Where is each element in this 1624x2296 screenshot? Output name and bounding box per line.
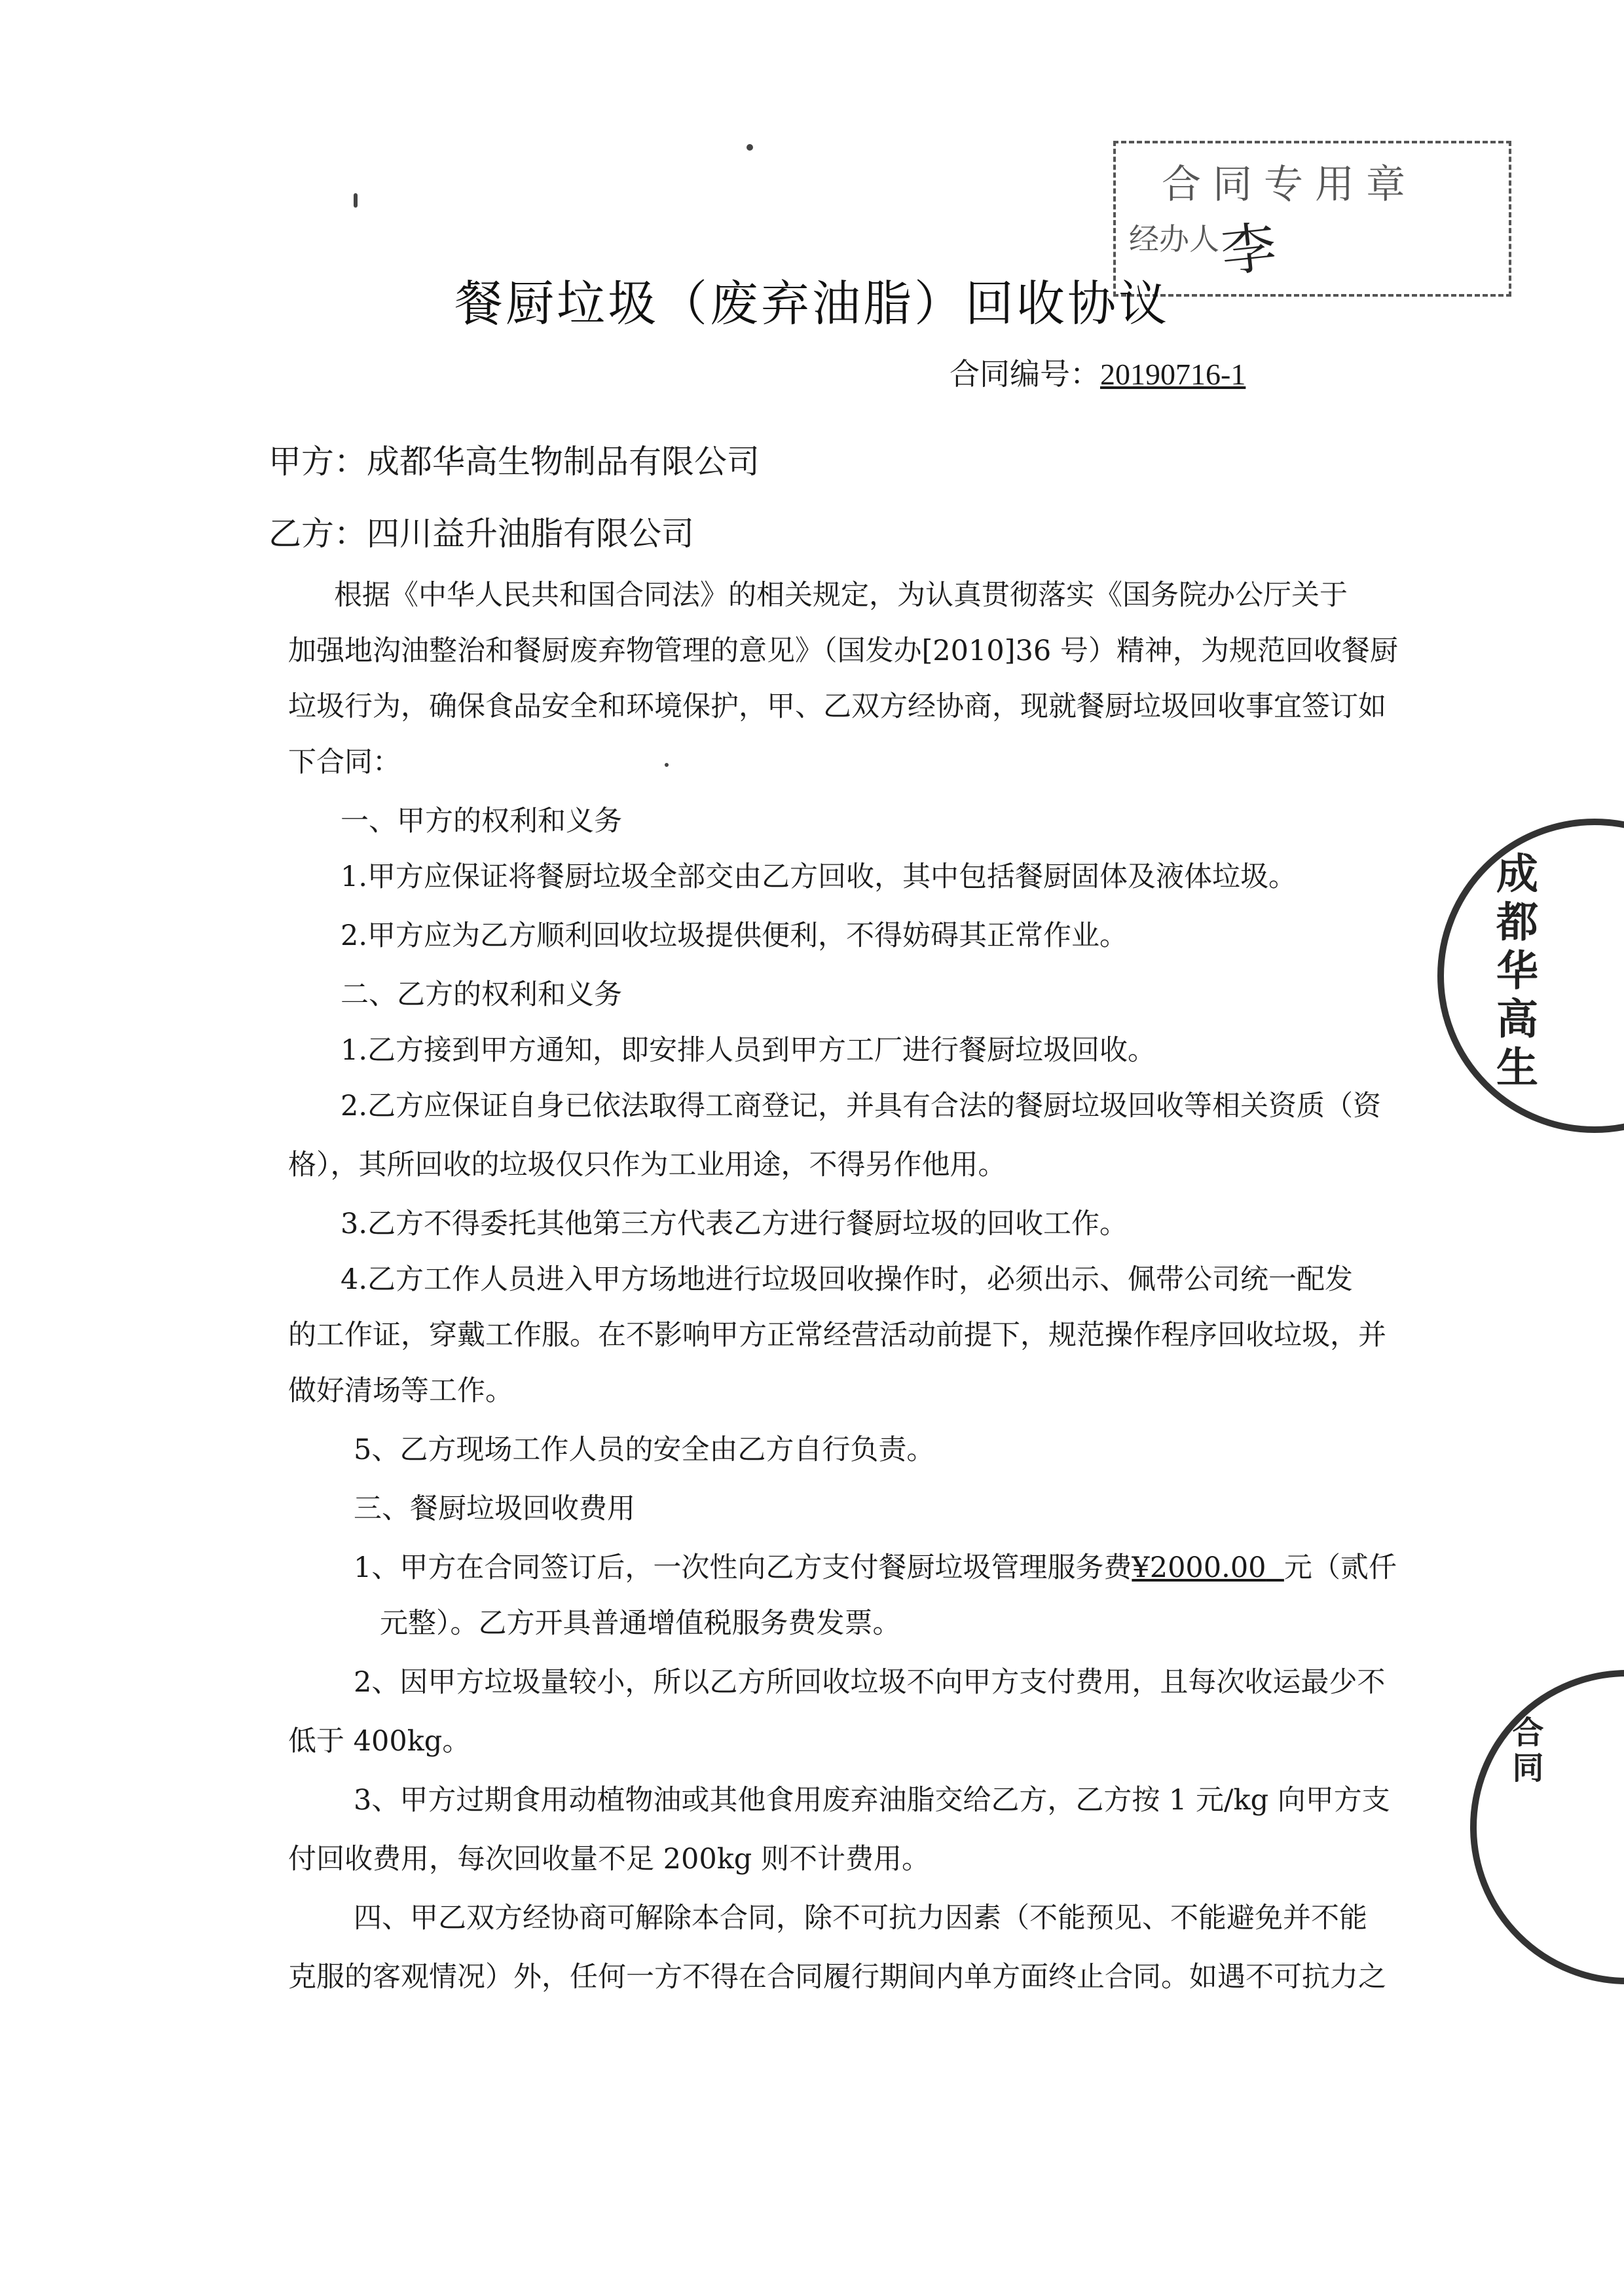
contract-number (950, 350, 1246, 394)
scan-speck (354, 193, 358, 208)
scan-speck (747, 144, 753, 151)
clause-line: 4.乙方工作人员进入甲方场地进行垃圾回收操作时，必须出示、佩带公司统一配发 (341, 1263, 1354, 1296)
party-a: 甲方：成都华高生物制品有限公司 (268, 443, 760, 481)
intro-line: 垃圾行为，确保食品安全和环境保护，甲、乙双方经协商，现就餐厨垃圾回收事宜签订如 (288, 690, 1386, 723)
clause-line: 付回收费用，每次回收量不足 200kg 则不计费用。 (288, 1843, 930, 1876)
stamp-box-text: 合同专用章 (1162, 162, 1417, 208)
fee-clause-text: 1、甲方在合同签订后，一次性向乙方支付餐厨垃圾管理服务费 (354, 1551, 1132, 1584)
fee-amount: ¥2000.00 (1132, 1551, 1266, 1584)
clause-line: 1.甲方应保证将餐厨垃圾全部交由乙方回收，其中包括餐厨固体及液体垃圾。 (341, 861, 1297, 893)
clause-line: 2、因甲方垃圾量较小，所以乙方所回收垃圾不向甲方支付费用，且每次收运最少不 (354, 1666, 1386, 1699)
scan-speck (665, 763, 669, 767)
intro-line: 下合同： (288, 746, 401, 779)
clause-line: 3.乙方不得委托其他第三方代表乙方进行餐厨垃圾的回收工作。 (341, 1208, 1128, 1240)
clause-line: 1.乙方接到甲方通知，即安排人员到甲方工厂进行餐厨垃圾回收。 (341, 1034, 1156, 1067)
clause-line: 克服的客观情况）外，任何一方不得在合同履行期间内单方面终止合同。如遇不可抗力之 (288, 1961, 1386, 1993)
intro-line: 加强地沟油整治和餐厨废弃物管理的意见》（国发办[2010]36 号）精神，为规范回收餐厨 (288, 635, 1398, 667)
clause-line: 低于 400kg。 (288, 1725, 471, 1758)
contract-number-value: 20190716-1 (1100, 358, 1246, 391)
stamp-box-subtext: 经办人 (1129, 221, 1219, 257)
section-heading: 一、甲方的权利和义务 (341, 805, 622, 838)
fee-clause-text: 元（贰仟 (1283, 1551, 1397, 1584)
clause-line: 做好清场等工作。 (288, 1375, 513, 1407)
company-seal (1470, 1670, 1624, 1984)
clause-line: 四、甲乙双方经协商可解除本合同，除不可抗力因素（不能预见、不能避免并不能 (354, 1902, 1367, 1935)
clause-line (354, 1546, 1397, 1585)
section-heading: 三、餐厨垃圾回收费用 (354, 1492, 635, 1525)
clause-line: 元整）。乙方开具普通增值税服务费发票。 (380, 1607, 901, 1640)
clause-line: 3、甲方过期食用动植物油或其他食用废弃油脂交给乙方，乙方按 1 元/kg 向甲方支 (354, 1784, 1390, 1817)
seal-text: 合同 (1507, 1716, 1543, 1787)
document-title: 餐厨垃圾（废弃油脂）回收协议 (454, 276, 1170, 332)
section-heading: 二、乙方的权利和义务 (341, 978, 622, 1011)
clause-line: 格），其所回收的垃圾仅只作为工业用途，不得另作他用。 (288, 1149, 1006, 1181)
seal-text: 成都华高生 (1489, 851, 1538, 1094)
clause-line: 的工作证，穿戴工作服。在不影响甲方正常经营活动前提下，规范操作程序回收垃圾，并 (288, 1319, 1386, 1352)
intro-line: 根据《中华人民共和国合同法》的相关规定，为认真贯彻落实《国务院办公厅关于 (334, 579, 1348, 612)
clause-line: 5、乙方现场工作人员的安全由乙方自行负责。 (354, 1434, 935, 1466)
handwritten-signature: 李 (1217, 214, 1280, 285)
contract-number-label: 合同编号： (950, 356, 1100, 392)
clause-line: 2.乙方应保证自身已依法取得工商登记，并具有合法的餐厨垃圾回收等相关资质（资 (341, 1090, 1382, 1122)
party-b: 乙方：四川益升油脂有限公司 (268, 515, 694, 553)
company-seal (1437, 819, 1624, 1133)
clause-line: 2.甲方应为乙方顺利回收垃圾提供便利，不得妨碍其正常作业。 (341, 919, 1128, 952)
